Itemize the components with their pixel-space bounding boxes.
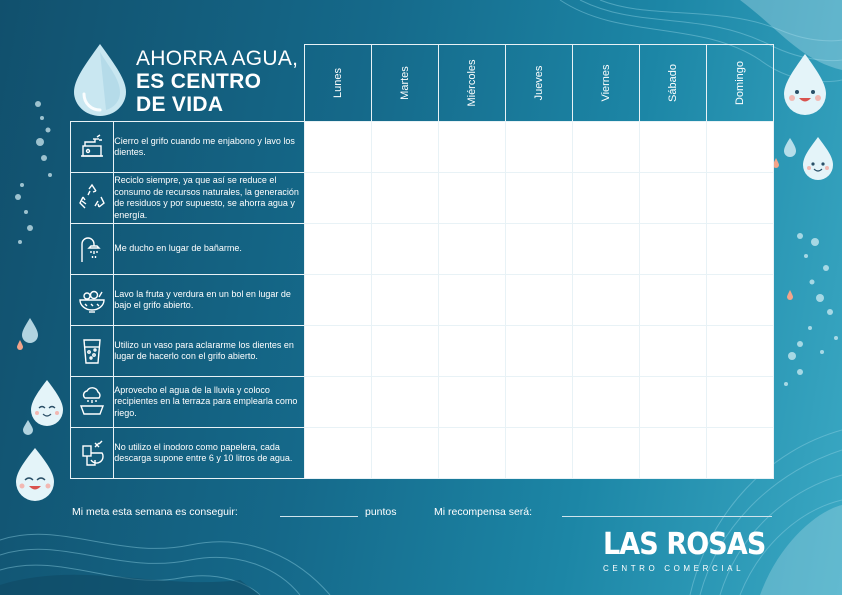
check-cell[interactable]: [639, 275, 706, 326]
table-row: [71, 428, 774, 479]
check-cell[interactable]: [371, 428, 438, 479]
table-row: [71, 326, 774, 377]
check-cell[interactable]: [505, 326, 572, 377]
check-cell[interactable]: [706, 122, 773, 173]
activity-text: Utilizo un vaso para aclararme los dientes en lugar de hacerlo con el grifo abierto.: [114, 326, 304, 377]
day-header: Sábado: [639, 45, 706, 122]
table-row: [71, 173, 774, 224]
check-cell[interactable]: [572, 224, 639, 275]
day-header: Viernes: [572, 45, 639, 122]
check-cell[interactable]: [706, 428, 773, 479]
table-header-row: [71, 45, 774, 122]
title-line-2: ES CENTRO: [136, 70, 262, 93]
check-cell[interactable]: [639, 377, 706, 428]
check-cell[interactable]: [304, 377, 371, 428]
table-row: [71, 275, 774, 326]
glass-icon: [71, 326, 114, 377]
check-cell[interactable]: [572, 377, 639, 428]
check-cell[interactable]: [706, 377, 773, 428]
table-corner: [71, 45, 305, 122]
check-cell[interactable]: [572, 173, 639, 224]
check-cell[interactable]: [371, 224, 438, 275]
check-cell[interactable]: [371, 326, 438, 377]
activity-text: No utilizo el inodoro como papelera, cada descarga supone entre 6 y 10 litros de agua.: [114, 428, 304, 479]
check-cell[interactable]: [639, 122, 706, 173]
activity-text: Lavo la fruta y verdura en un bol en lugar de bajo el grifo abierto.: [114, 275, 304, 326]
check-cell[interactable]: [706, 224, 773, 275]
check-cell[interactable]: [438, 326, 505, 377]
table-row: [71, 122, 774, 173]
brand-logo: [603, 527, 766, 573]
rain-bucket-icon: [71, 377, 114, 428]
check-cell[interactable]: [371, 275, 438, 326]
check-cell[interactable]: [505, 224, 572, 275]
check-cell[interactable]: [706, 275, 773, 326]
check-cell[interactable]: [572, 122, 639, 173]
check-cell[interactable]: [438, 224, 505, 275]
goal-label: Mi meta esta semana es conseguir:: [72, 506, 238, 518]
toilet-icon: [71, 428, 114, 479]
title-line-3: DE VIDA: [136, 93, 224, 116]
check-cell[interactable]: [371, 122, 438, 173]
check-cell[interactable]: [304, 224, 371, 275]
recycle-icon: [71, 173, 114, 224]
check-cell[interactable]: [304, 173, 371, 224]
check-cell[interactable]: [438, 428, 505, 479]
smiling-drop-icon: [28, 378, 66, 428]
check-cell[interactable]: [572, 326, 639, 377]
check-cell[interactable]: [505, 377, 572, 428]
check-cell[interactable]: [572, 275, 639, 326]
goal-line[interactable]: [280, 516, 358, 517]
check-cell[interactable]: [371, 173, 438, 224]
day-header: Martes: [371, 45, 438, 122]
weekly-tracker-table: [70, 44, 774, 479]
smiling-drop-icon: [12, 446, 58, 502]
table-row: [71, 224, 774, 275]
check-cell[interactable]: [505, 275, 572, 326]
activity-text: Cierro el grifo cuando me enjabono y lavo los dientes.: [114, 122, 304, 173]
check-cell[interactable]: [304, 326, 371, 377]
logo-name: LAS ROSAS: [603, 527, 766, 562]
check-cell[interactable]: [706, 173, 773, 224]
smiling-drop-icon: [800, 135, 836, 183]
table-row: [71, 377, 774, 428]
check-cell[interactable]: [304, 275, 371, 326]
check-cell[interactable]: [706, 326, 773, 377]
fruit-bowl-icon: [71, 275, 114, 326]
check-cell[interactable]: [304, 122, 371, 173]
check-cell[interactable]: [639, 224, 706, 275]
check-cell[interactable]: [304, 428, 371, 479]
check-cell[interactable]: [505, 428, 572, 479]
points-label: puntos: [365, 506, 397, 518]
shower-icon: [71, 224, 114, 275]
activity-text: Me ducho en lugar de bañarme.: [114, 224, 304, 275]
logo-subtitle: CENTRO COMERCIAL: [603, 564, 745, 573]
check-cell[interactable]: [639, 326, 706, 377]
check-cell[interactable]: [572, 428, 639, 479]
smiling-drop-icon: [780, 52, 830, 118]
check-cell[interactable]: [371, 377, 438, 428]
check-cell[interactable]: [438, 173, 505, 224]
reward-line[interactable]: [562, 516, 772, 517]
check-cell[interactable]: [438, 122, 505, 173]
day-header: Lunes: [304, 45, 371, 122]
activity-text: Reciclo siempre, ya que así se reduce el consumo de recursos naturales, la generación de residuos y por supuesto, se ahorra agua y energía.: [114, 173, 304, 224]
faucet-icon: [71, 122, 114, 173]
check-cell[interactable]: [639, 173, 706, 224]
activity-text: Aprovecho el agua de la lluvia y coloco recipientes en la terraza para emplearla como riego.: [114, 377, 304, 428]
check-cell[interactable]: [639, 428, 706, 479]
check-cell[interactable]: [505, 173, 572, 224]
check-cell[interactable]: [438, 275, 505, 326]
day-header: Domingo: [706, 45, 773, 122]
day-header: Miércoles: [438, 45, 505, 122]
reward-label: Mi recompensa será:: [434, 506, 533, 518]
day-header: Jueves: [505, 45, 572, 122]
check-cell[interactable]: [505, 122, 572, 173]
check-cell[interactable]: [438, 377, 505, 428]
title-line-1: AHORRA AGUA,: [136, 47, 299, 70]
